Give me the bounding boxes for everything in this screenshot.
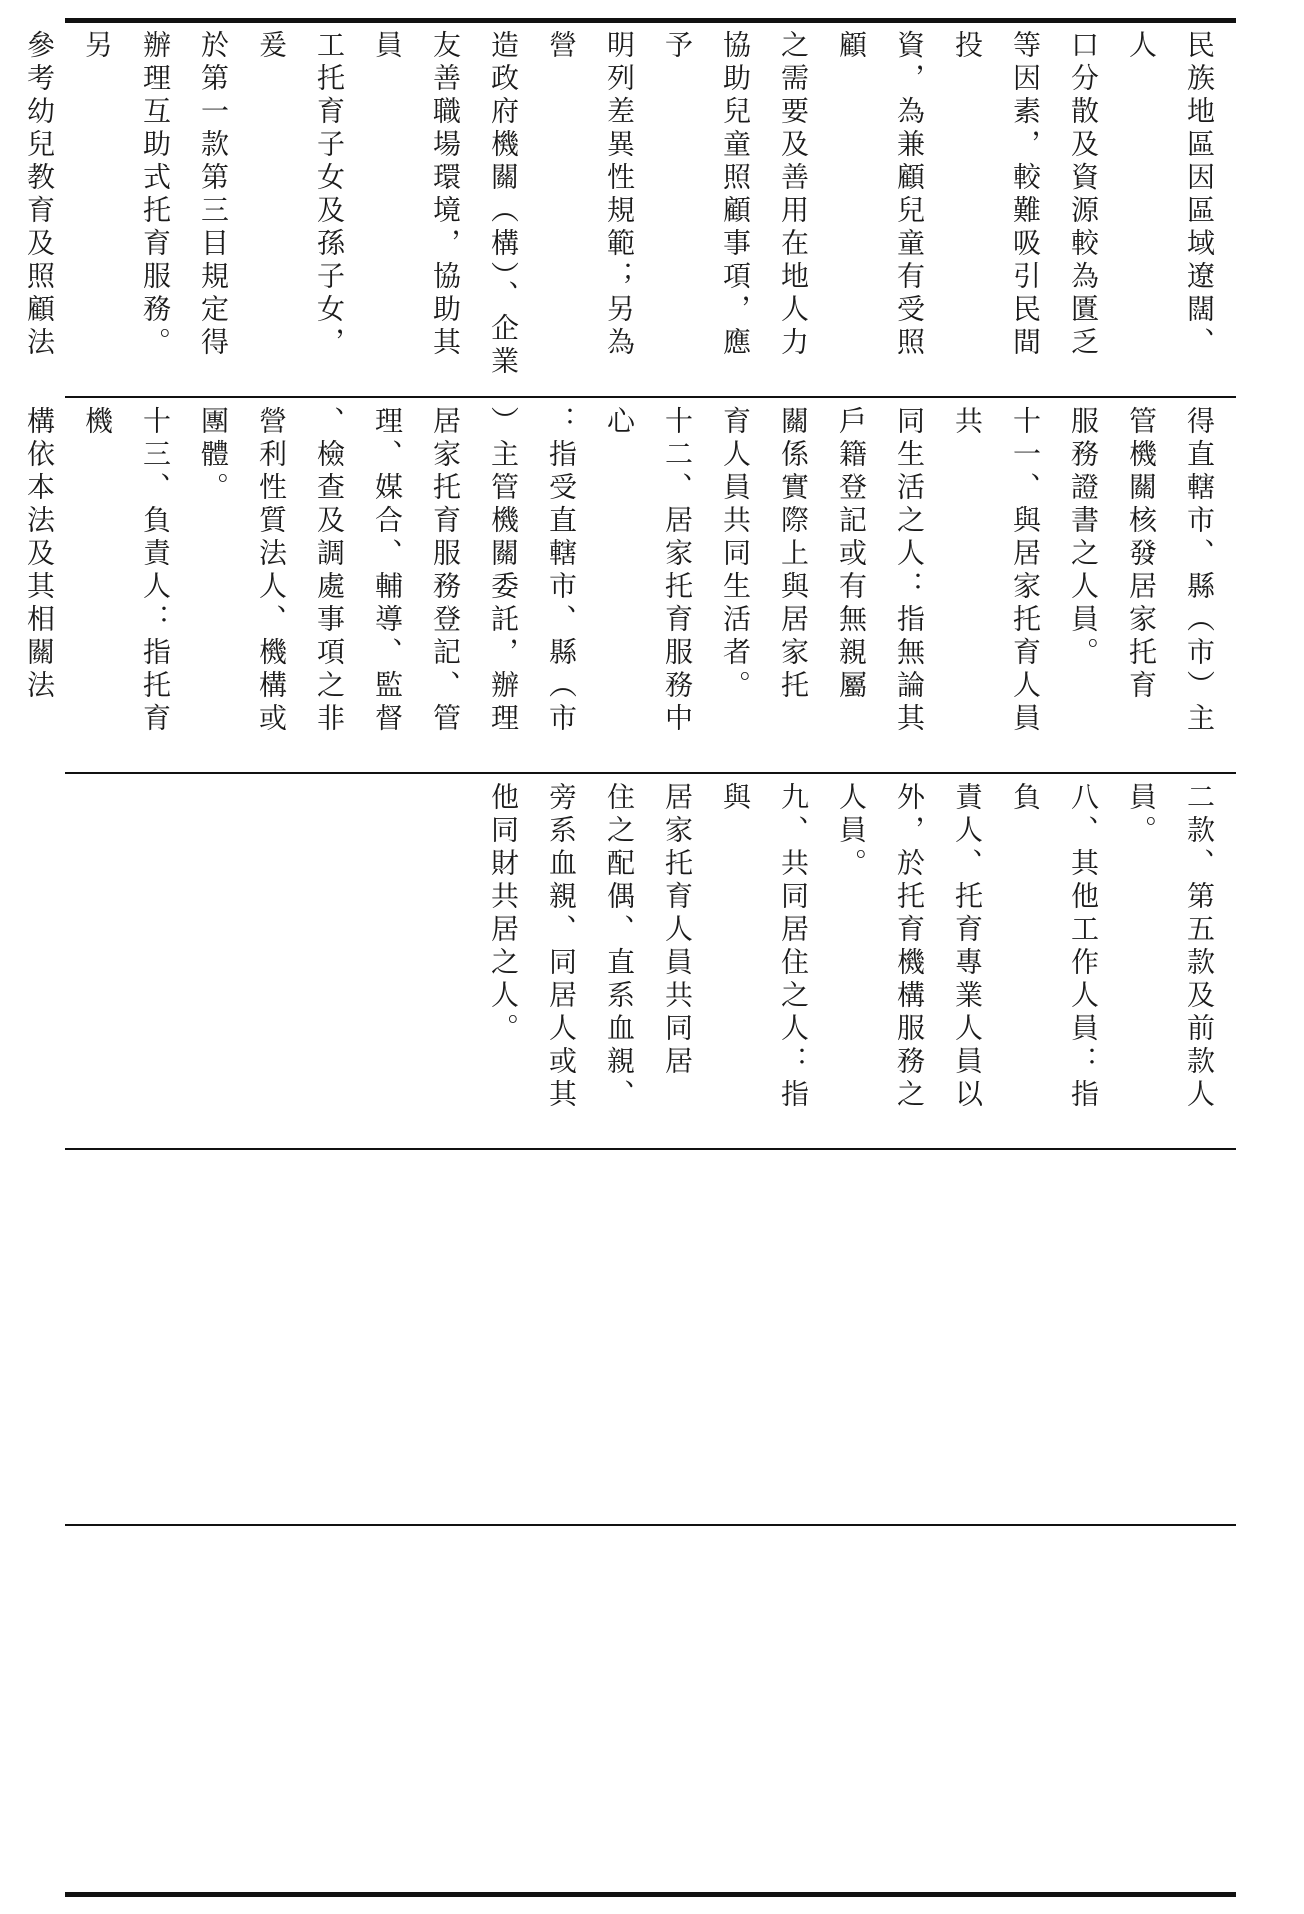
column-current-article	[65, 782, 1236, 1142]
column-divider-1	[65, 396, 1236, 398]
column-explanation	[23, 30, 1236, 390]
column-divider-4	[65, 1524, 1236, 1526]
column-empty-1	[65, 1158, 1236, 1518]
column-divider-2	[65, 772, 1236, 774]
column-current-article-text: 二款、第五款及前款人 員。 八、其他工作人員：指負 責人、托育專業人員以 外，於托育機構服務之 人員。 九、共同居住之人：指與 居家托育人員共同居 住之配偶、直系血親、 旁系血親、同居人或其 他同財共居之人。	[487, 782, 1216, 1112]
column-explanation-text: 民族地區因區域遼闊、人 口分散及資源較為匱乏 等因素，較難吸引民間投 資，為兼顧兒童有受照顧 之需要及善用在地人力 協助兒童照顧事項，應予 明列差異性規範；另為營 造政府機關（構）、企業 友善職場環境，協助其員 工托育子女及孫子女，爰 於第一款第三目規定得 辦理互助式托育服務。另 參考幼兒教育及照顧法	[23, 30, 1216, 379]
column-proposed-article	[23, 406, 1236, 766]
column-divider-3	[65, 1148, 1236, 1150]
top-rule	[65, 18, 1236, 23]
bottom-rule	[65, 1892, 1236, 1897]
column-proposed-article-text: 得直轄市、縣（市）主 管機關核發居家托育 服務證書之人員。 十一、與居家托育人員共 同生活之人：指無論其 戶籍登記或有無親屬 關係實際上與居家托 育人員共同生活者。 十二、居家托育服務中心 ：指受直轄市、縣（市 ）主管機關委託，辦理 居家托育服務登記、管 理、媒合、輔導、監督 、檢查及調處事項之非 營利性質法人、機構或 團體。 十三、負責人：指托育機 構依本法及其相關法	[23, 406, 1216, 736]
column-empty-2	[65, 1534, 1236, 1884]
